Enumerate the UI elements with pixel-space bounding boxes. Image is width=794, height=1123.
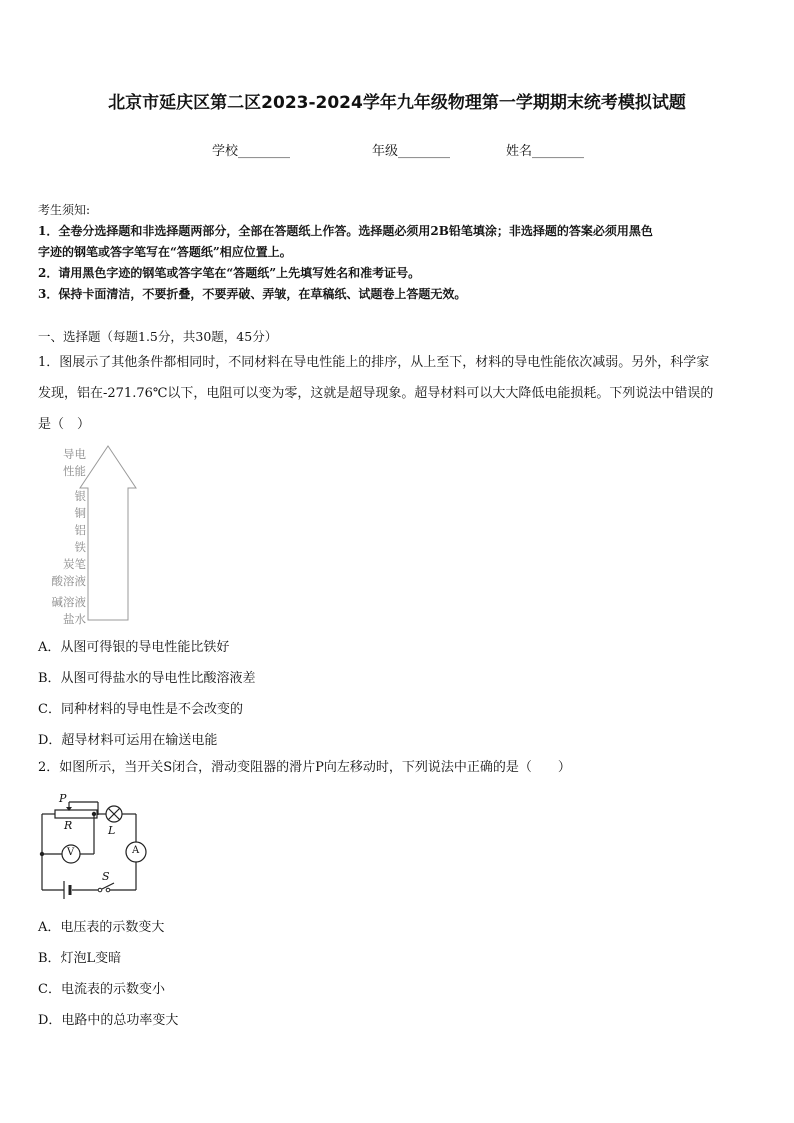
label-l: L	[108, 824, 116, 837]
label-p: P	[59, 792, 67, 805]
notice-heading: 考生须知:	[38, 203, 91, 217]
notice-item: 字迹的钢笔或答字笔写在“答题纸”相应位置上。	[38, 245, 292, 259]
notice-item: 1．全卷分选择题和非选择题两部分，全部在答题纸上作答。选择题必须用2B铅笔填涂；非选择题的答案必须用黑色	[38, 224, 653, 238]
question-2-stem: 2．如图所示，当开关S闭合，滑动变阻器的滑片P向左移动时，下列说法中正确的是（ ）	[38, 760, 571, 775]
name-field: 姓名________	[506, 144, 585, 159]
arrow-label: 导电	[63, 447, 86, 461]
junction-dot	[40, 852, 44, 856]
section-heading: 一、选择题（每题1.5分，共30题，45分）	[38, 329, 278, 344]
label-r: R	[64, 819, 73, 832]
option-d: D．电路中的总功率变大	[38, 1013, 179, 1028]
battery-symbol	[64, 881, 70, 899]
question-1-stem	[38, 347, 760, 440]
material-label: 盐水	[63, 612, 86, 626]
question-line: 发现，铝在-271.76℃以下，电阻可以变为零，这就是超导现象。超导材料可以大大降低电能损耗。下列说法中错误的	[38, 386, 714, 401]
option-a: A．电压表的示数变大	[38, 920, 165, 935]
material-label: 银	[74, 489, 86, 503]
junction-dot	[92, 812, 96, 816]
page-title: 北京市延庆区第二区2023-2024学年九年级物理第一学期期末统考模拟试题	[108, 93, 686, 113]
question-line: 1．图展示了其他条件都相同时，不同材料在导电性能上的排序，从上至下，材料的导电性能依次减弱。另外，科学家	[38, 355, 710, 370]
school-field: 学校________	[212, 144, 291, 159]
material-label: 碱溶液	[51, 595, 86, 609]
notice-item: 2．请用黑色字迹的钢笔或答字笔在“答题纸”上先填写姓名和准考证号。	[38, 266, 421, 280]
option-c: C．电流表的示数变小	[38, 982, 165, 997]
material-label: 炭笔	[63, 557, 86, 571]
conductivity-figure	[40, 440, 140, 625]
material-label: 铝	[74, 523, 86, 537]
question-line: 是（ ）	[38, 417, 91, 432]
lamp-symbol	[106, 806, 122, 822]
arrow-label: 性能	[63, 464, 86, 478]
option-b: B．灯泡L变暗	[38, 951, 122, 966]
notice-item: 3．保持卡面清洁，不要折叠，不要弄破、弄皱，在草稿纸、试题卷上答题无效。	[38, 287, 467, 301]
option-b: B．从图可得盐水的导电性比酸溶液差	[38, 671, 256, 686]
circuit-wires	[36, 790, 166, 905]
option-c: C．同种材料的导电性是不会改变的	[38, 702, 243, 717]
grade-field: 年级________	[372, 144, 451, 159]
label-v: V	[67, 847, 75, 858]
label-s: S	[102, 870, 110, 883]
material-label: 铜	[74, 506, 86, 520]
label-a: A	[132, 845, 140, 856]
notice-block	[38, 200, 758, 305]
material-label: 酸溶液	[51, 574, 86, 588]
material-label: 铁	[74, 540, 86, 554]
circuit-diagram	[36, 790, 166, 905]
option-d: D．超导材料可运用在输送电能	[38, 733, 218, 748]
option-a: A．从图可得银的导电性能比铁好	[38, 640, 230, 655]
